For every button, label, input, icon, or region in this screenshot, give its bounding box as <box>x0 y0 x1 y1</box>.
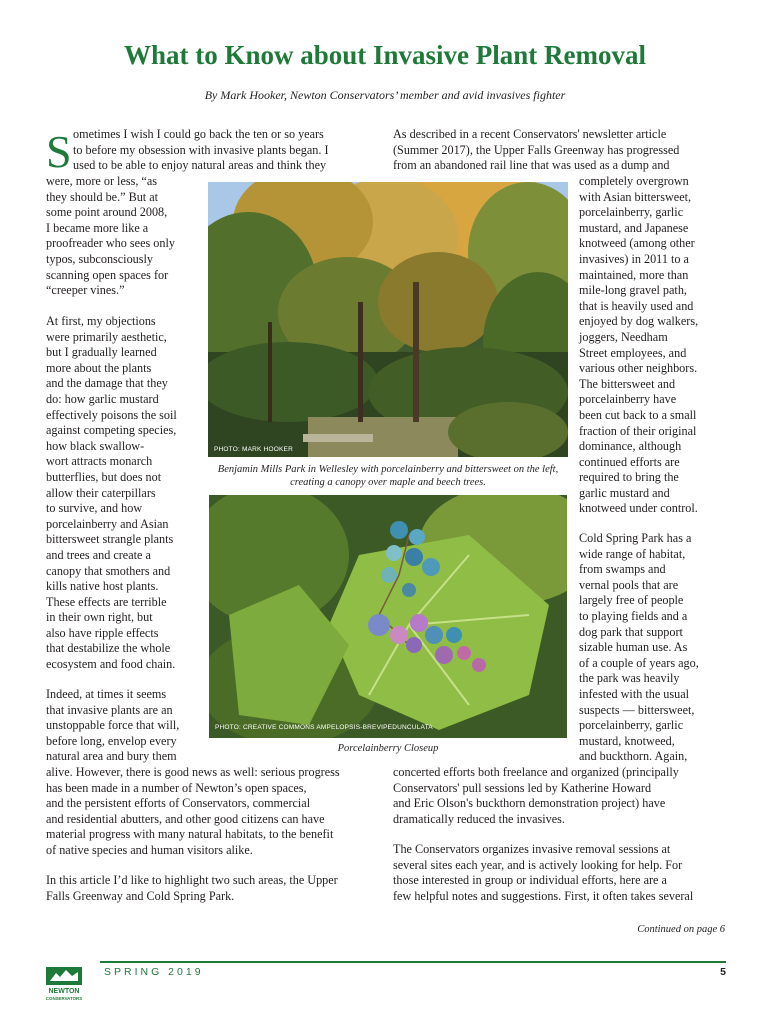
text-line: the park was heavily <box>579 671 680 686</box>
text-line: they should be.” But at <box>46 189 159 204</box>
text-line: fraction of their original <box>579 423 697 438</box>
text-line: garlic mustard and <box>579 485 670 500</box>
text-line: that destabilize the whole <box>46 641 171 656</box>
text-line: various other neighbors. <box>579 361 698 376</box>
right-paragraph-1-narrow <box>579 174 698 517</box>
text-line: I became more like a <box>46 220 149 235</box>
caption-line: creating a canopy over maple and beech trees. <box>290 477 486 488</box>
text-line: several sites each year, and is actively looking for help. For <box>393 857 683 872</box>
text-line: has been made in a number of Newton’s open spaces, <box>46 780 307 795</box>
text-line: required to bring the <box>579 470 679 485</box>
text-line: to playing fields and a <box>579 608 688 623</box>
photo-credit: PHOTO: MARK HOOKER <box>214 446 293 453</box>
text-line: alive. However, there is good news as well: serious progress <box>46 764 340 779</box>
text-line: continued efforts are <box>579 454 680 469</box>
article-byline: By Mark Hooker, Newton Conservators’ member and avid invasives fighter <box>204 88 566 102</box>
photo-caption <box>208 463 568 489</box>
text-line: maintained, more than <box>579 267 689 282</box>
page-number: 5 <box>720 966 726 978</box>
text-line: effectively poisons the soil <box>46 407 177 422</box>
text-line: of native species and human visitors alike. <box>46 842 253 857</box>
text-line: largely free of people <box>579 593 684 608</box>
text-line: knotweed (among other <box>579 236 695 251</box>
logo-text-newton: NEWTON <box>48 988 80 995</box>
text-line: The bittersweet and <box>579 376 676 391</box>
text-line: were primarily aesthetic, <box>46 329 167 344</box>
text-line: canopy that smothers and <box>46 563 171 578</box>
text-line: but I gradually learned <box>46 345 157 360</box>
text-line: As described in a recent Conservators' newsletter article <box>393 127 667 141</box>
text-line: porcelainberry, garlic <box>579 205 684 220</box>
text-line: concerted efforts both freelance and organized (principally <box>393 765 679 779</box>
text-line: knotweed under control. <box>579 501 698 516</box>
text-line: from swamps and <box>579 562 666 577</box>
forest-photo <box>208 182 568 457</box>
text-line: used to be able to enjoy natural areas and think they <box>73 158 327 173</box>
text-line: and residential abutters, and other good citizens can have <box>46 811 325 826</box>
text-line: to survive, and how <box>46 501 143 516</box>
text-line: some point around 2008, <box>46 205 168 220</box>
text-line: wort attracts monarch <box>46 454 153 469</box>
text-line: invasives) in 2011 to a <box>579 251 689 266</box>
text-line: porcelainberry have <box>579 392 677 407</box>
text-line: joggers, Needham <box>579 329 668 344</box>
text-line: ometimes I wish I could go back the ten or so years <box>73 127 324 141</box>
text-line: dominance, although <box>579 439 682 454</box>
berry-photo-image <box>209 495 567 738</box>
text-line: “creeper vines.” <box>46 283 125 298</box>
text-line: mile-long gravel path, <box>579 283 687 298</box>
text-line: kills native host plants. <box>46 579 159 594</box>
text-line: natural area and bury them <box>46 749 177 764</box>
logo-mark <box>44 963 84 1003</box>
text-line: allow their caterpillars <box>46 485 156 500</box>
issue-season: SPRING 2019 <box>104 966 204 978</box>
text-line: dramatically reduced the invasives. <box>393 811 565 826</box>
photo-credit: PHOTO: CREATIVE COMMONS AMPELOPSIS-BREVIPEDUNCULATA <box>215 724 433 731</box>
left-intro <box>73 127 329 174</box>
forest-photo-image <box>208 182 568 457</box>
text-line: before long, envelop every <box>46 733 177 748</box>
text-line: In this article I’d like to highlight two such areas, the Upper <box>46 873 338 887</box>
text-line: proofreader who sees only <box>46 236 175 251</box>
text-line: material progress with many natural habitats, to the benefit <box>46 827 334 842</box>
newton-conservators-logo <box>44 963 84 1003</box>
text-line: Street employees, and <box>579 345 687 360</box>
text-line: unstoppable force that will, <box>46 718 180 733</box>
text-line: ecosystem and food chain. <box>46 657 176 672</box>
text-line: porcelainberry and Asian <box>46 516 169 531</box>
text-line: and trees and create a <box>46 547 151 562</box>
text-line: Falls Greenway and Cold Spring Park. <box>46 888 235 903</box>
text-line: and the persistent efforts of Conservators, commercial <box>46 796 311 811</box>
text-line: those interested in group or individual efforts, here are a <box>393 873 667 888</box>
text-line: dog park that support <box>579 624 683 639</box>
article-title: What to Know about Invasive Plant Removal <box>123 40 647 70</box>
text-line: wide range of habitat, <box>579 546 686 561</box>
text-line: do: how garlic mustard <box>46 391 159 406</box>
text-line: in their own right, but <box>46 610 153 625</box>
left-paragraph-4 <box>46 873 338 904</box>
text-line: At first, my objections <box>46 314 156 328</box>
text-line: vernal pools that are <box>579 577 679 592</box>
continued-note: Continued on page 6 <box>637 924 725 935</box>
text-line: Conservators' pull sessions led by Katherine Howard <box>393 780 652 795</box>
text-line: from an abandoned rail line that was used as a dump and <box>393 158 670 173</box>
text-line: with Asian bittersweet, <box>579 189 692 204</box>
text-line: typos, subconsciously <box>46 251 153 266</box>
text-line: suspects — bittersweet, <box>579 702 695 717</box>
text-line: porcelainberry, garlic <box>579 718 684 733</box>
text-line: how black swallow- <box>46 438 145 453</box>
text-line: to before my obsession with invasive plants began. I <box>73 142 329 157</box>
text-line: completely overgrown <box>579 174 689 188</box>
left-paragraph-2 <box>46 314 177 673</box>
photo-caption: Porcelainberry Closeup <box>337 743 439 754</box>
text-line: (Summer 2017), the Upper Falls Greenway has progressed <box>393 142 680 157</box>
text-line: These effects are terrible <box>46 594 167 609</box>
text-line: also have ripple effects <box>46 625 159 640</box>
text-line: infested with the usual <box>579 686 690 701</box>
caption-line: Benjamin Mills Park in Wellesley with porcelainberry and bittersweet on the left, <box>217 464 559 475</box>
text-line: that invasive plants are an <box>46 702 173 717</box>
text-line: of a couple of years ago, <box>579 655 699 670</box>
right-paragraph-1-full <box>393 127 679 174</box>
logo-text-conservators: CONSERVATORS <box>45 996 83 1001</box>
text-line: were, more or less, “as <box>46 174 157 188</box>
text-line: been cut back to a small <box>579 407 697 422</box>
text-line: mustard, knotweed, <box>579 733 675 748</box>
text-line: bittersweet strangle plants <box>46 532 174 547</box>
text-line: and buckthorn. Again, <box>579 749 688 764</box>
text-line: against competing species, <box>46 423 177 438</box>
text-line: butterflies, but does not <box>46 469 162 484</box>
text-line: enjoyed by dog walkers, <box>579 314 699 329</box>
berry-photo <box>209 495 567 738</box>
footer-rule <box>100 961 726 963</box>
right-paragraph-3 <box>393 842 693 904</box>
text-line: sizable human use. As <box>579 640 688 655</box>
right-paragraph-2-full <box>393 765 679 827</box>
text-line: and the damage that they <box>46 376 168 391</box>
drop-cap: S <box>46 126 72 177</box>
text-line: scanning open spaces for <box>46 267 169 282</box>
text-line: that is heavily used and <box>579 298 694 313</box>
text-line: few helpful notes and suggestions. First, it often takes several <box>393 888 694 903</box>
text-line: more about the plants <box>46 360 152 375</box>
text-line: Cold Spring Park has a <box>579 531 692 545</box>
left-paragraph-1 <box>46 174 175 299</box>
right-paragraph-2-narrow <box>579 531 699 765</box>
text-line: The Conservators organizes invasive removal sessions at <box>393 842 671 856</box>
text-line: and Eric Olson's buckthorn demonstration project) have <box>393 796 666 811</box>
text-line: mustard, and Japanese <box>579 220 689 235</box>
text-line: Indeed, at times it seems <box>46 687 167 701</box>
